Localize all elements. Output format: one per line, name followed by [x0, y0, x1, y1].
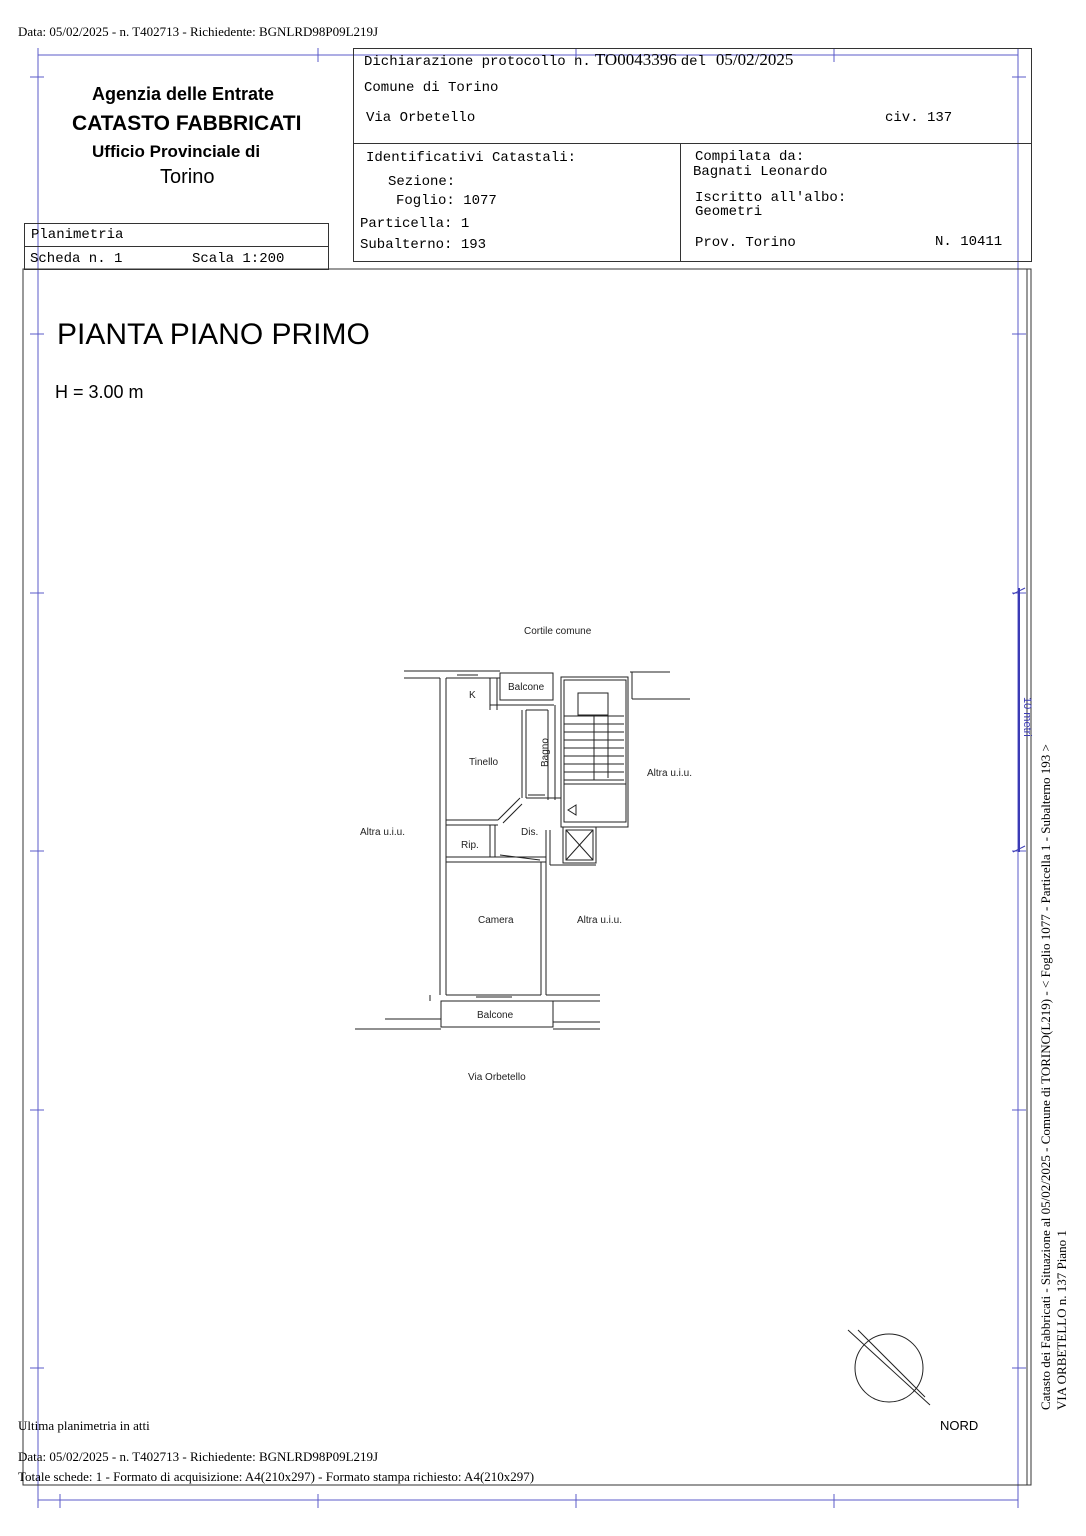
plan-height: H = 3.00 m — [55, 382, 144, 402]
label-balcone-bottom: Balcone — [477, 1010, 514, 1021]
compiler-label: Compilata da: — [695, 149, 805, 165]
label-rip: Rip. — [461, 840, 479, 851]
comune: Comune di Torino — [364, 80, 499, 96]
declaration-label: Dichiarazione protocollo n. — [364, 54, 591, 70]
label-balcone-top: Balcone — [508, 682, 545, 693]
agency-line2: CATASTO FABBRICATI — [72, 112, 302, 135]
label-k: K — [469, 690, 476, 701]
label-altra-right-bottom: Altra u.i.u. — [577, 915, 623, 926]
compiler-name: Bagnati Leonardo — [693, 164, 828, 180]
scale-bar — [1013, 588, 1033, 852]
planimetria-label: Planimetria — [31, 227, 124, 243]
agency-line3: Ufficio Provinciale di — [92, 142, 261, 161]
footer-line2: Totale schede: 1 - Formato di acquisizione: A4(210x297) - Formato stampa richiesto: A4(210x297) — [18, 1469, 535, 1484]
label-bagno: Bagno — [540, 738, 551, 767]
declaration-date: 05/02/2025 — [715, 50, 794, 69]
civico: civ. 137 — [885, 110, 953, 126]
label-via: Via Orbetello — [468, 1072, 526, 1083]
label-tinello: Tinello — [469, 757, 499, 768]
header-line: Data: 05/02/2025 - n. T402713 - Richiedente: BGNLRD98P09L219J — [18, 24, 379, 39]
albo-value: Geometri — [695, 204, 763, 220]
side-text-2: VIA ORBETELLO n. 137 Piano 1 — [1054, 1230, 1069, 1410]
label-dis: Dis. — [521, 827, 539, 838]
ultima-planimetria: Ultima planimetria in atti — [18, 1418, 150, 1433]
albo-number: N. 10411 — [935, 234, 1003, 250]
particella: Particella: 1 — [360, 216, 470, 232]
plan-title: PIANTA PIANO PRIMO — [57, 318, 370, 351]
via: Via Orbetello — [366, 110, 476, 126]
north-label: NORD — [940, 1418, 979, 1433]
sezione: Sezione: — [388, 174, 456, 190]
label-cortile: Cortile comune — [524, 626, 592, 637]
province: Prov. Torino — [695, 235, 796, 251]
agency-line4: Torino — [160, 166, 215, 188]
identifiers-title: Identificativi Catastali: — [366, 150, 577, 166]
declaration-number: TO0043396 — [594, 50, 677, 69]
subalterno: Subalterno: 193 — [360, 237, 487, 253]
footer-line1: Data: 05/02/2025 - n. T402713 - Richiedente: BGNLRD98P09L219J — [18, 1449, 379, 1464]
scale-bar-label: 10 metri — [1021, 697, 1033, 737]
agency-line1: Agenzia delle Entrate — [92, 84, 275, 104]
north-arrow-icon — [848, 1330, 930, 1405]
side-text-1: Catasto dei Fabbricati - Situazione al 05/02/2025 - Comune di TORINO(L219) - < Foglio 1077 - Particella 1 - Subalterno 193 > — [1038, 744, 1053, 1410]
label-altra-right-top: Altra u.i.u. — [647, 768, 693, 779]
foglio: Foglio: 1077 — [396, 193, 497, 209]
declaration-del: del — [680, 54, 706, 70]
albo-label: Iscritto all'albo: — [695, 190, 847, 206]
label-camera: Camera — [478, 915, 514, 926]
scala-label: Scala 1:200 — [192, 251, 285, 267]
label-altra-left: Altra u.i.u. — [360, 827, 406, 838]
scheda-label: Scheda n. 1 — [30, 251, 123, 267]
